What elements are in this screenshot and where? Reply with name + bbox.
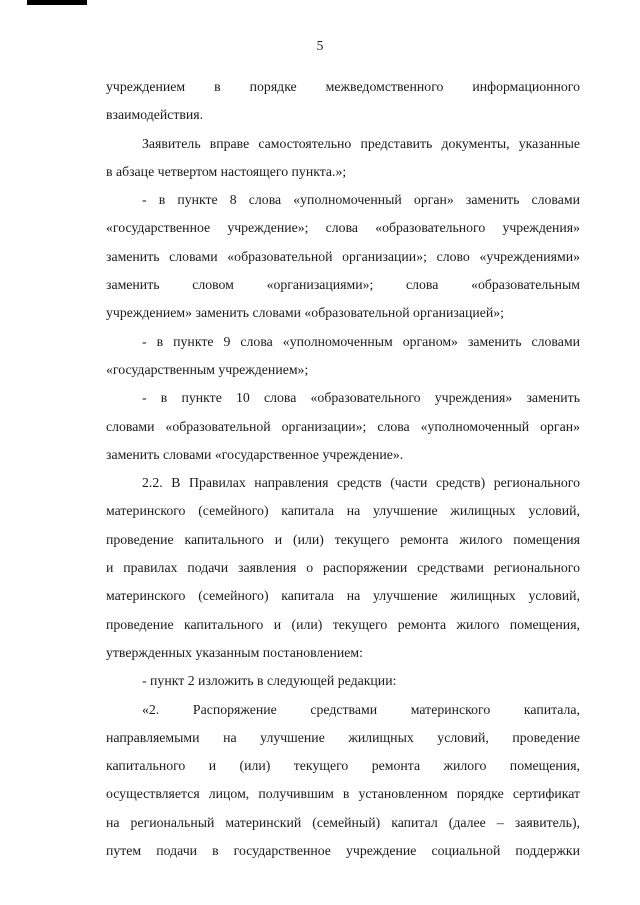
text-line: взаимодействия.	[106, 107, 204, 123]
text-line: «государственное учреждение»; слова «образовательного учреждения»	[106, 220, 580, 236]
text-line: утвержденных указанным постановлением:	[106, 644, 363, 660]
text-line: заменить словами «образовательной организации»; слово «учреждениями»	[106, 248, 580, 264]
text-line: материнского (семейного) капитала на улучшение жилищных условий,	[106, 588, 580, 604]
text-line: в абзаце четвертом настоящего пункта.»;	[106, 163, 347, 179]
text-line: «государственным учреждением»;	[106, 361, 309, 377]
text-line: материнского (семейного) капитала на улучшение жилищных условий,	[106, 503, 580, 519]
text-line: 2.2. В Правилах направления средств (части средств) регионального	[142, 475, 580, 491]
text-line: проведение капитального и (или) текущего ремонта жилого помещения,	[106, 616, 580, 632]
text-line: заменить словами «государственное учреждение».	[106, 446, 404, 462]
text-line: учреждением» заменить словами «образовательной организацией»;	[106, 305, 504, 321]
text-line: капитального и (или) текущего ремонта жилого помещения,	[106, 758, 580, 774]
text-line: осуществляется лицом, получившим в установленном порядке сертификат	[106, 786, 580, 802]
scan-edge-mark	[27, 0, 87, 5]
text-line: словами «образовательной организации»; слова «уполномоченный орган»	[106, 418, 580, 434]
text-line: Заявитель вправе самостоятельно представить документы, указанные	[142, 135, 580, 151]
text-line: заменить словом «организациями»; слова «образовательным	[106, 277, 580, 293]
text-line: и правилах подачи заявления о распоряжении средствами регионального	[106, 560, 580, 576]
text-line: - пункт 2 изложить в следующей редакции:	[142, 673, 397, 689]
text-line: «2. Распоряжение средствами материнского капитала,	[142, 701, 580, 717]
document-body	[106, 73, 580, 865]
text-line: на региональный материнский (семейный) капитал (далее – заявитель),	[106, 814, 580, 830]
text-line: учреждением в порядке межведомственного информационного	[106, 79, 580, 94]
page-number: 5	[316, 38, 324, 53]
text-line: - в пункте 10 слова «образовательного учреждения» заменить	[142, 390, 580, 406]
text-line: - в пункте 9 слова «уполномоченным органом» заменить словами	[142, 333, 580, 349]
text-line: путем подачи в государственное учреждение социальной поддержки	[106, 843, 580, 859]
text-line: - в пункте 8 слова «уполномоченный орган» заменить словами	[142, 192, 580, 208]
text-line: направляемыми на улучшение жилищных условий, проведение	[106, 729, 580, 745]
text-line: проведение капитального и (или) текущего ремонта жилого помещения	[106, 531, 580, 547]
